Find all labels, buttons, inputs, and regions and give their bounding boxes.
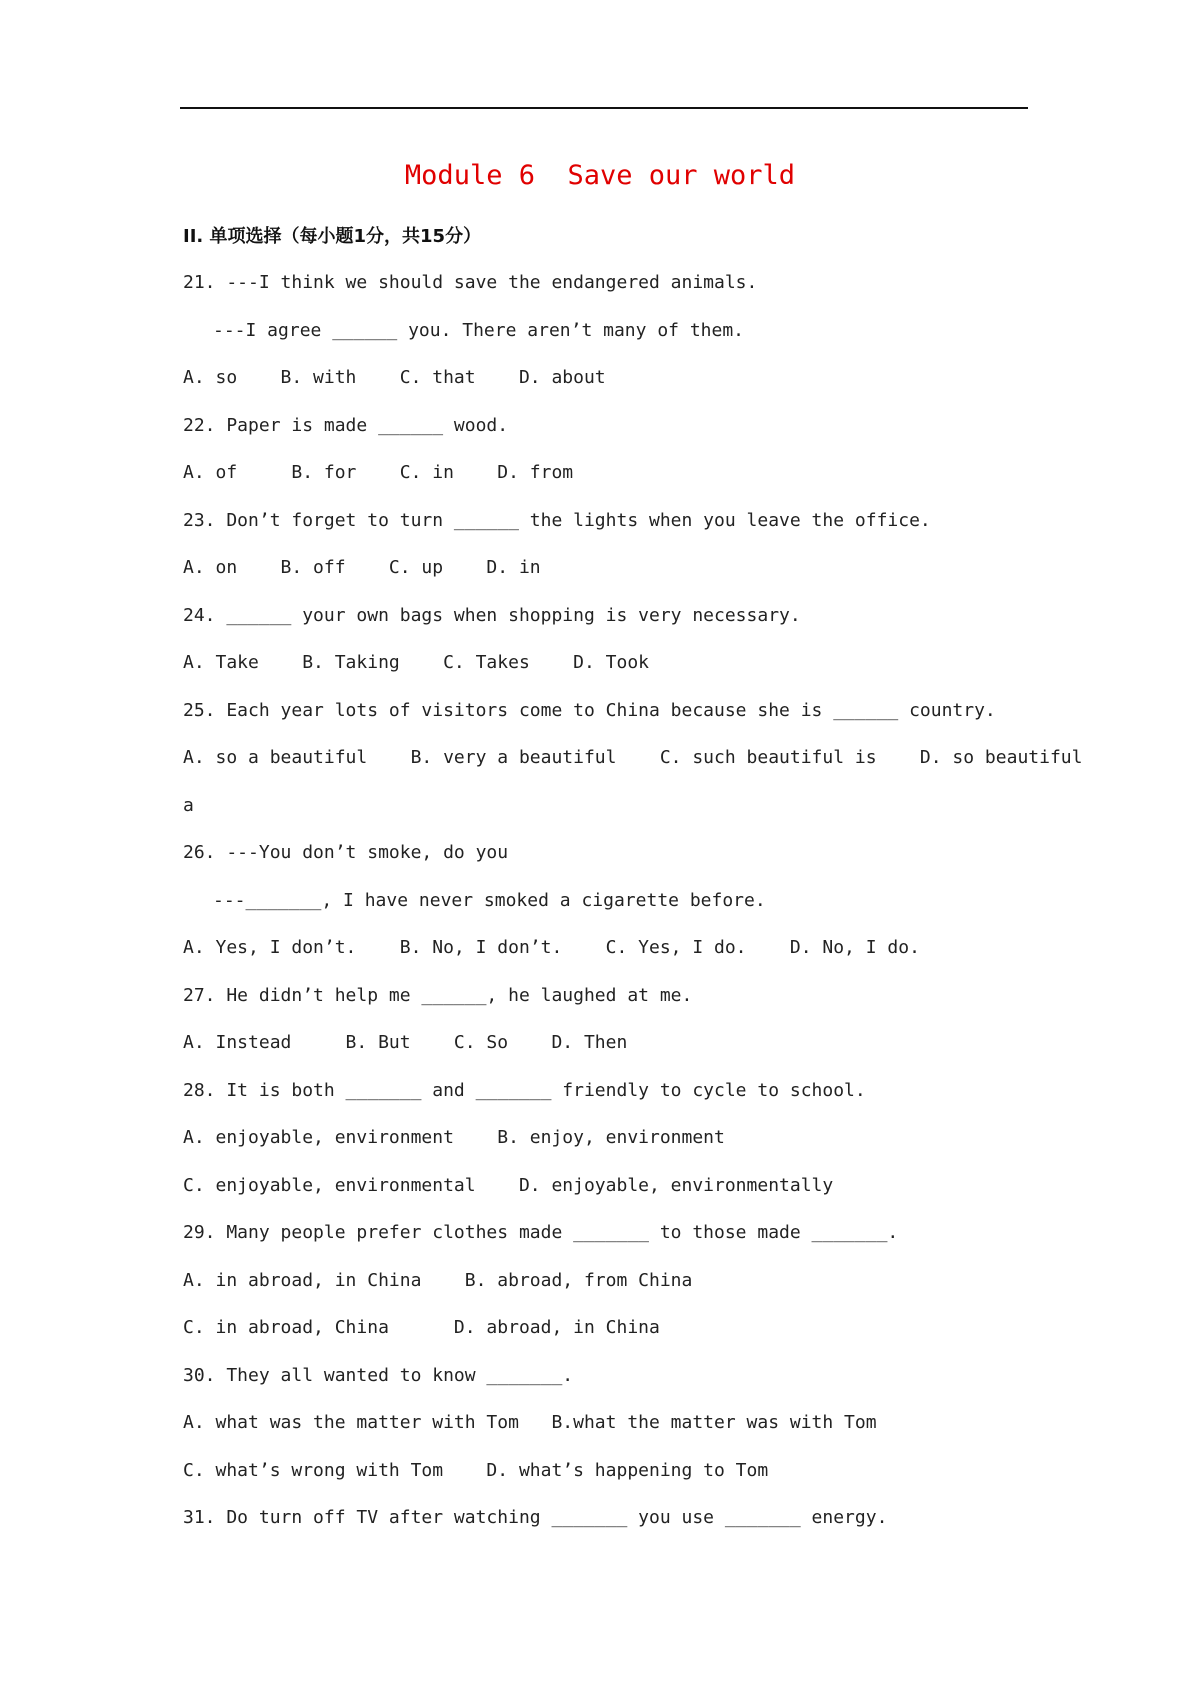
question-28: 28. It is both _______ and _______ friendly to cycle to school.: [183, 1080, 866, 1101]
question-21-reply: ---I agree ______ you. There aren’t many of them.: [213, 320, 745, 341]
question-26: 26. ---You don’t smoke, do you: [183, 842, 509, 863]
question-21-options: A. so B. with C. that D. about: [183, 367, 606, 388]
question-25-options-wrap: a: [183, 795, 194, 816]
question-24: 24. ______ your own bags when shopping is very necessary.: [183, 605, 801, 626]
question-22-options: A. of B. for C. in D. from: [183, 462, 574, 483]
question-28-options-ab: A. enjoyable, environment B. enjoy, environment: [183, 1127, 725, 1148]
question-23: 23. Don’t forget to turn ______ the lights when you leave the office.: [183, 510, 931, 531]
question-27-options: A. Instead B. But C. So D. Then: [183, 1032, 628, 1053]
question-29-options-ab: A. in abroad, in China B. abroad, from China: [183, 1270, 693, 1291]
question-23-options: A. on B. off C. up D. in: [183, 557, 541, 578]
section-heading: II. 单项选择（每小题1分，共15分）: [183, 226, 482, 247]
question-30: 30. They all wanted to know _______.: [183, 1365, 574, 1386]
question-27: 27. He didn’t help me ______, he laughed at me.: [183, 985, 693, 1006]
question-28-options-cd: C. enjoyable, environmental D. enjoyable, environmentally: [183, 1175, 834, 1196]
question-24-options: A. Take B. Taking C. Takes D. Took: [183, 652, 649, 673]
question-31: 31. Do turn off TV after watching _______ you use _______ energy.: [183, 1507, 888, 1528]
question-26-reply: ---_______, I have never smoked a cigarette before.: [213, 890, 766, 911]
question-22: 22. Paper is made ______ wood.: [183, 415, 509, 436]
question-29: 29. Many people prefer clothes made _______ to those made _______.: [183, 1222, 899, 1243]
question-30-options-ab: A. what was the matter with Tom B.what the matter was with Tom: [183, 1412, 877, 1433]
page-title: Module 6 Save our world: [404, 160, 796, 191]
question-25-options: A. so a beautiful B. very a beautiful C. such beautiful is D. so beautiful: [183, 747, 1083, 768]
question-26-options: A. Yes, I don’t. B. No, I don’t. C. Yes, I do. D. No, I do.: [183, 937, 920, 958]
question-21: 21. ---I think we should save the endangered animals.: [183, 272, 758, 293]
question-30-options-cd: C. what’s wrong with Tom D. what’s happening to Tom: [183, 1460, 769, 1481]
question-29-options-cd: C. in abroad, China D. abroad, in China: [183, 1317, 660, 1338]
question-25: 25. Each year lots of visitors come to China because she is ______ country.: [183, 700, 996, 721]
header-rule: [180, 107, 1028, 109]
